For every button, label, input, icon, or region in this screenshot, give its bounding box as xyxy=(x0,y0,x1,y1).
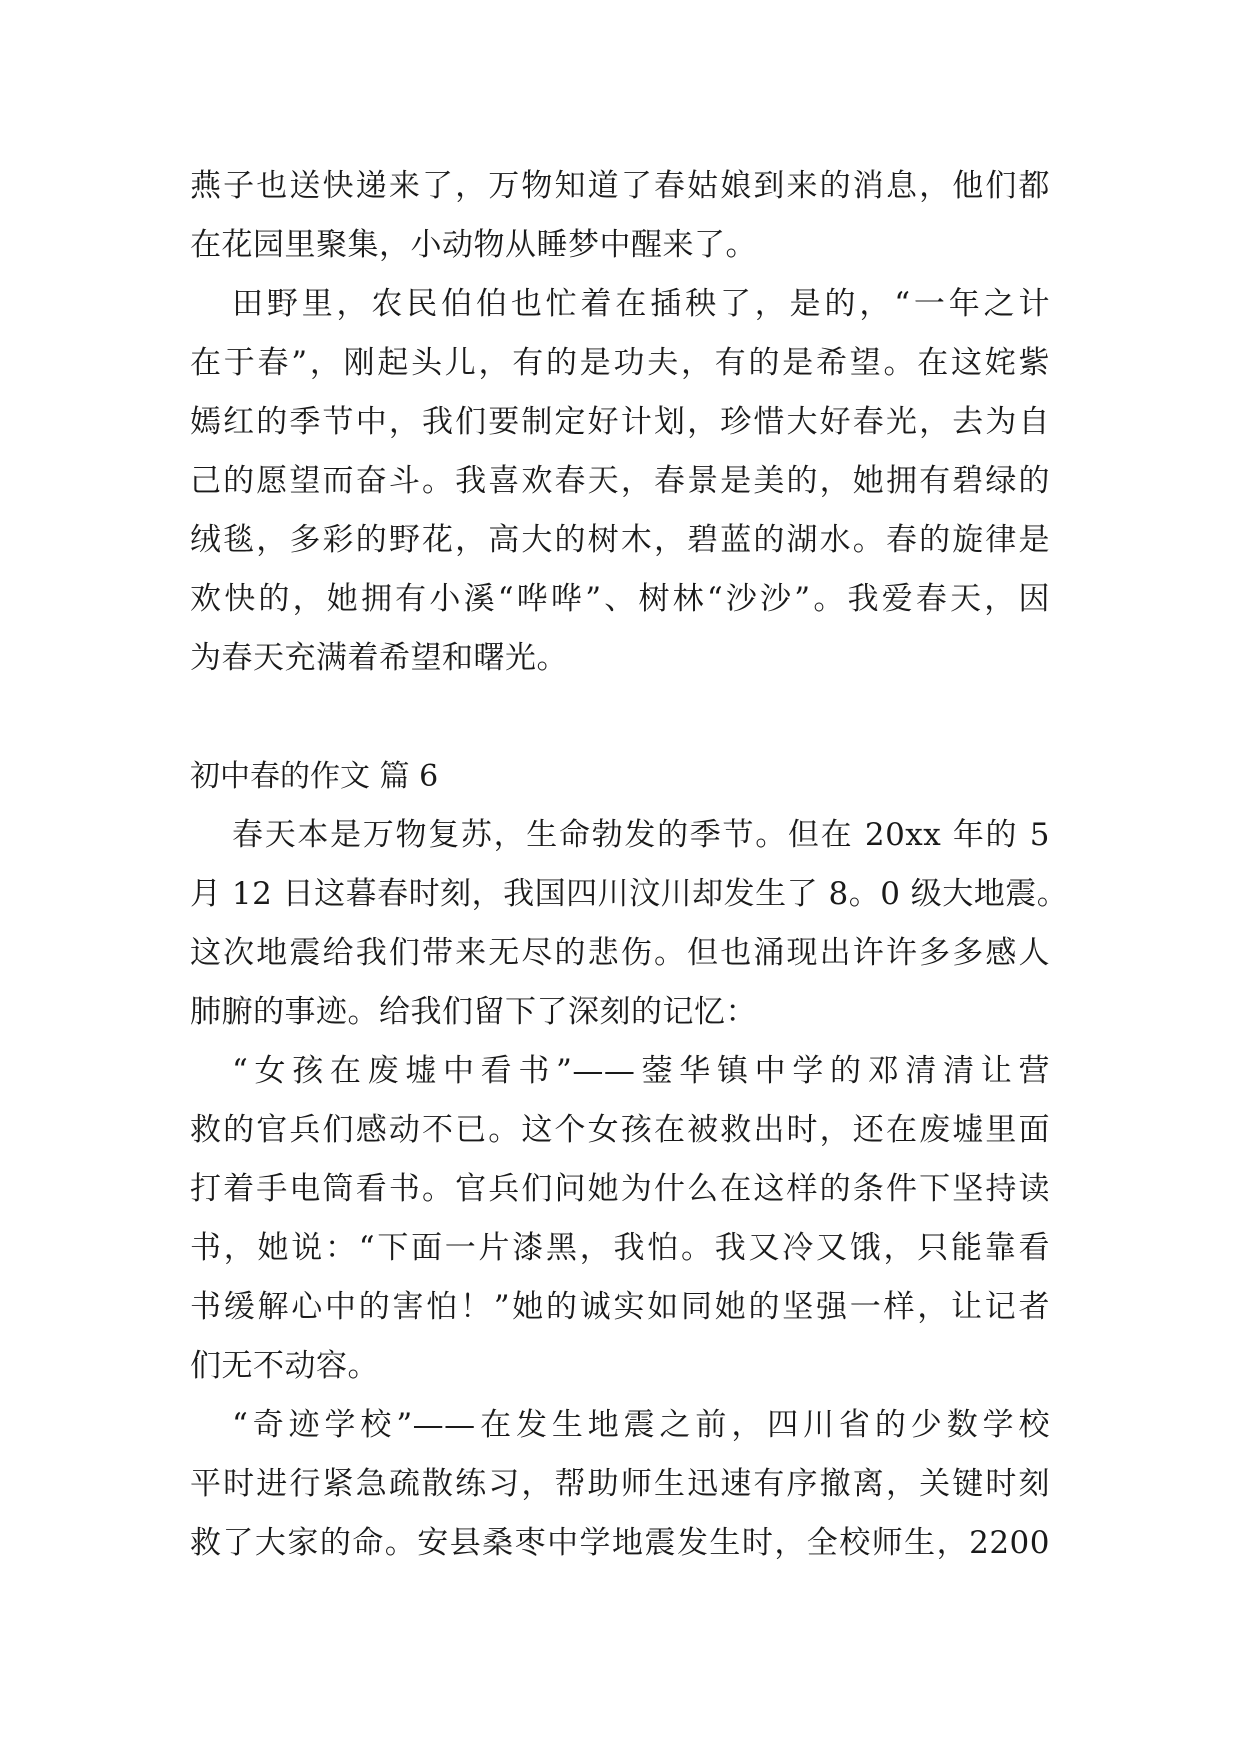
paragraph-5 xyxy=(190,1396,1050,1573)
text-line: 嫣红的季节中，我们要制定好计划，珍惜大好春光，去为自 xyxy=(190,404,1050,440)
text-line: 打着手电筒看书。官兵们问她为什么在这样的条件下坚持读 xyxy=(190,1171,1050,1207)
text-line: 平时进行紧急疏散练习，帮助师生迅速有序撤离，关键时刻 xyxy=(190,1466,1050,1502)
text-line: 己的愿望而奋斗。我喜欢春天，春景是美的，她拥有碧绿的 xyxy=(190,463,1050,499)
text-line: 书，她说：“下面一片漆黑，我怕。我又冷又饿，只能靠看 xyxy=(190,1230,1050,1266)
text-line: 月 12 日这暮春时刻，我国四川汶川却发生了 8。0 级大地震。 xyxy=(190,876,1069,912)
text-line: 这次地震给我们带来无尽的悲伤。但也涌现出许许多多感人 xyxy=(190,935,1050,971)
text-line: 书缓解心中的害怕！”她的诚实如同她的坚强一样，让记者 xyxy=(190,1289,1050,1325)
paragraph-4 xyxy=(190,1042,1050,1396)
text-line: 救的官兵们感动不已。这个女孩在被救出时，还在废墟里面 xyxy=(190,1112,1050,1148)
text-line: 为春天充满着希望和曙光。 xyxy=(190,640,568,676)
paragraph-3 xyxy=(190,806,1069,1042)
text-line: 救了大家的命。安县桑枣中学地震发生时，全校师生，2200 xyxy=(190,1525,1050,1561)
text-line: 燕子也送快递来了，万物知道了春姑娘到来的消息，他们都 xyxy=(190,168,1050,204)
text-line: “奇迹学校”——在发生地震之前，四川省的少数学校 xyxy=(232,1407,1050,1443)
text-line: 在花园里聚集，小动物从睡梦中醒来了。 xyxy=(190,227,757,263)
text-line: 肺腑的事迹。给我们留下了深刻的记忆： xyxy=(190,994,757,1030)
section-spacer xyxy=(190,688,1050,747)
text-line: 们无不动容。 xyxy=(190,1348,379,1384)
paragraph-2 xyxy=(190,275,1050,688)
text-line: 欢快的，她拥有小溪“哗哗”、树林“沙沙”。我爱春天，因 xyxy=(190,581,1050,617)
text-line: 绒毯，多彩的野花，高大的树木，碧蓝的湖水。春的旋律是 xyxy=(190,522,1050,558)
text-line: “女孩在废墟中看书”——蓥华镇中学的邓清清让营 xyxy=(232,1053,1050,1089)
text-line: 春天本是万物复苏，生命勃发的季节。但在 20xx 年的 5 xyxy=(232,817,1050,853)
section-heading: 初中春的作文 篇 6 xyxy=(190,759,439,794)
document-body xyxy=(190,157,1069,1573)
paragraph-1 xyxy=(190,157,1050,275)
text-line: 田野里，农民伯伯也忙着在插秧了，是的，“一年之计 xyxy=(232,286,1050,322)
text-line: 在于春”，刚起头儿，有的是功夫，有的是希望。在这姹紫 xyxy=(190,345,1050,381)
